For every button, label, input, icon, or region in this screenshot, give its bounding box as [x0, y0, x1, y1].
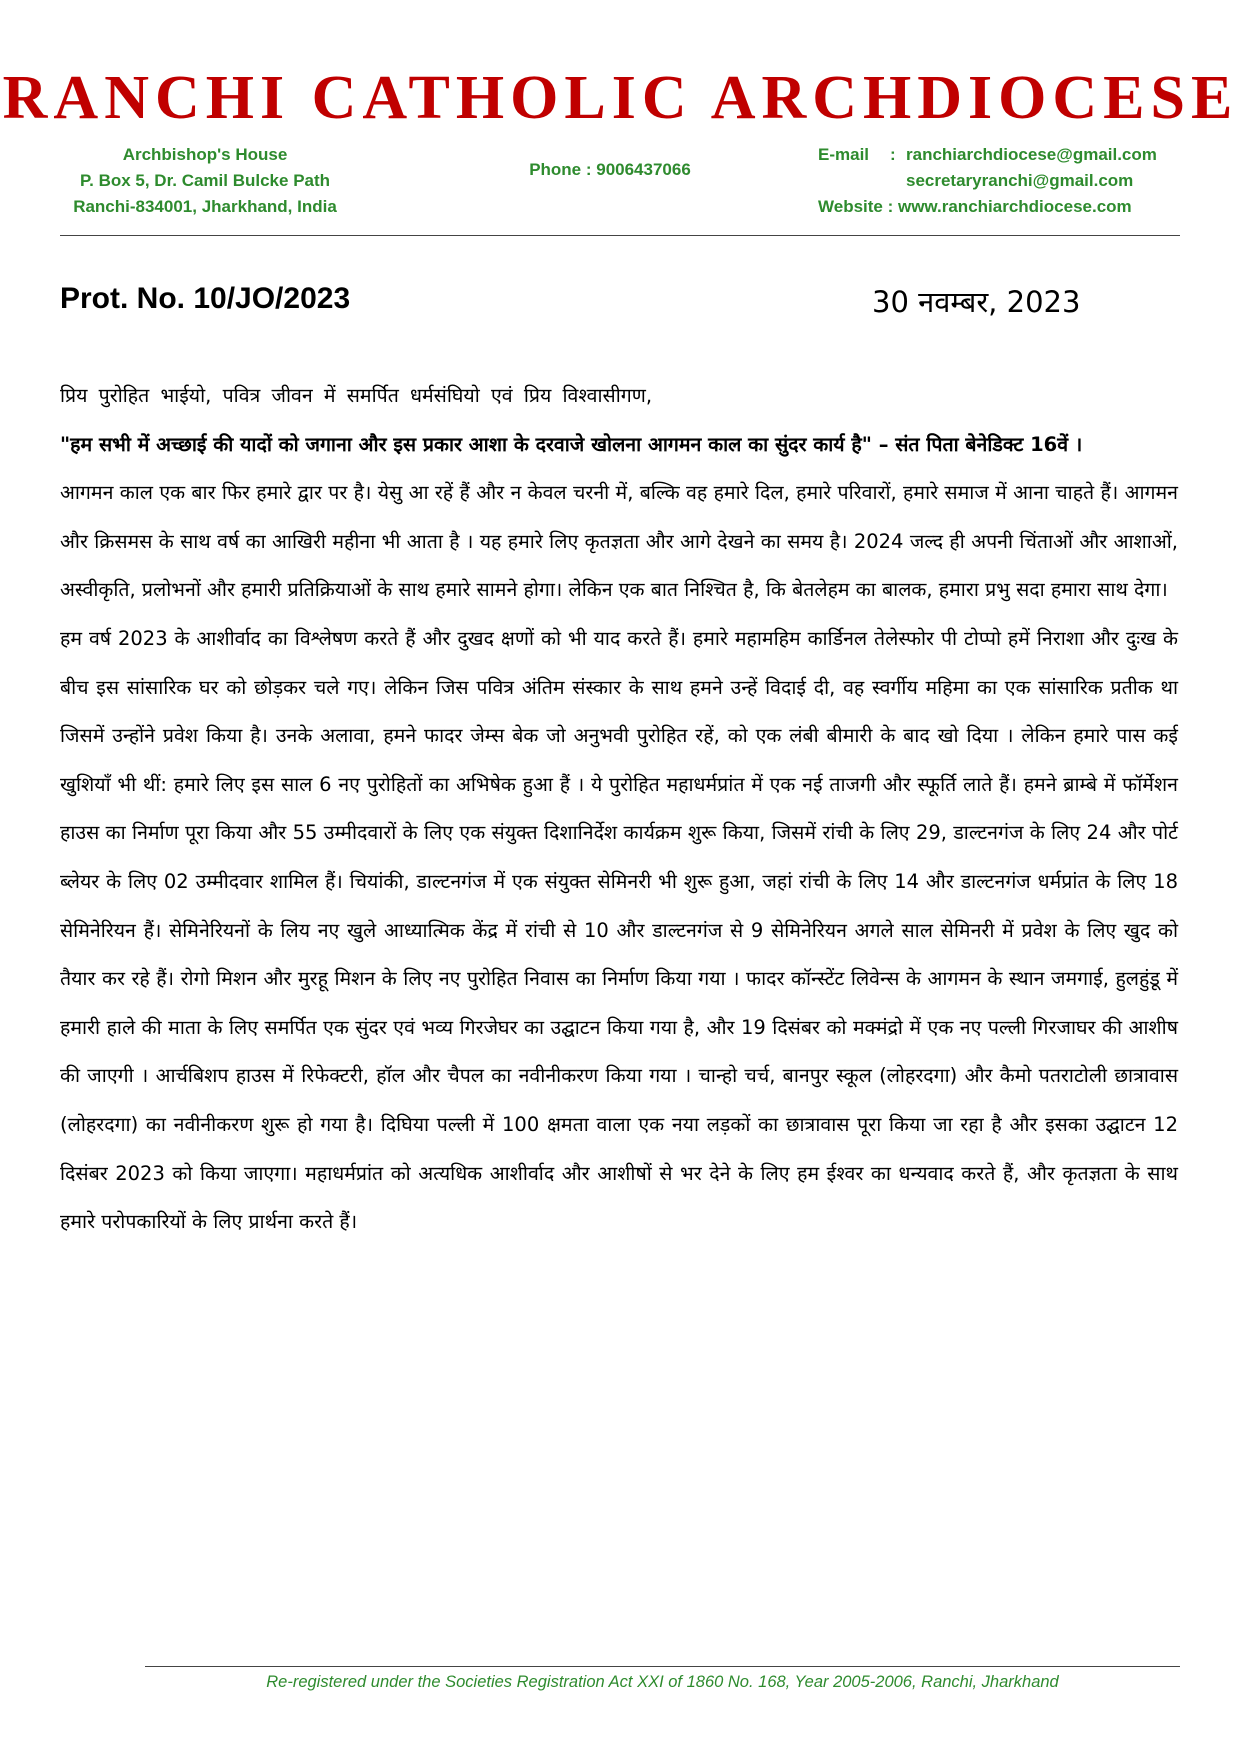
email-row-secondary [818, 168, 1178, 194]
paragraph: आगमन काल एक बार फिर हमारे द्वार पर है। येसु आ रहें हैं और न केवल चरनी में, बल्कि वह हमारे दिल, हमारे परिवारों, हमारे समाज में आना चाहते हैं। आगमन और क्रिसमस के साथ वर्ष का आखिरी महीना भी आता है । यह हमारे लिए कृतज्ञता और आगे देखने का समय है। 2024 जल्द ही अपनी चिंताओं और आशाओं, अस्वीकृति, प्रलोभनों और हमारी प्रतिक्रियाओं के साथ हमारे सामने होगा। लेकिन एक बात निश्चित है, कि बेतलेहम का बालक, हमारा प्रभु सदा हमारा साथ देगा। [60, 481, 1178, 602]
salutation: प्रिय पुरोहित भाईयो, पवित्र जीवन में समर्पित धर्मसंघियो एवं प्रिय विश्वासीगण, [60, 384, 653, 407]
email-separator-spacer [890, 168, 906, 194]
letter-date: 30 नवम्बर, 2023 [872, 285, 1081, 319]
header-divider [60, 235, 1180, 236]
email-separator: : [890, 145, 896, 164]
email-label: E-mail [818, 145, 870, 164]
address-line: Archbishop's House [122, 145, 288, 164]
protocol-number: Prot. No. 10/JO/2023 [60, 282, 351, 315]
address-line: P. Box 5, Dr. Camil Bulcke Path [79, 171, 331, 190]
email-secondary[interactable]: secretaryranchi@gmail.com [906, 171, 1134, 190]
email-row [818, 142, 1178, 168]
website-row [818, 194, 1178, 220]
footer-divider [145, 1666, 1180, 1667]
letter-body [60, 372, 1178, 1247]
opening-quote: "हम सभी में अच्छाई की यादों को जगाना और इस प्रकार आशा के दरवाजे खोलना आगमन काल का सुंदर कार्य है" – संत पिता बेनेडिक्ट 16वें । [60, 432, 1083, 456]
email-label-spacer [818, 168, 890, 194]
email-primary[interactable]: ranchiarchdiocese@gmail.com [906, 145, 1157, 164]
registration-footer: Re-registered under the Societies Registration Act XXI of 1860 No. 168, Year 2005-2006, Ranchi, Jharkhand [266, 1673, 1059, 1691]
paragraph: हम वर्ष 2023 के आशीर्वाद का विश्लेषण करते हैं और दुखद क्षणों को भी याद करते हैं। हमारे महामहिम कार्डिनल तेलेस्फोर पी टोप्पो हमें निराशा और दुःख के बीच इस सांसारिक घर को छोड़कर चले गए। लेकिन जिस पवित्र अंतिम संस्कार के साथ हमने उन्हें विदाई दी, वह स्वर्गीय महिमा का एक सांसारिक प्रतीक था जिसमें उन्होंने प्रवेश किया है। उनके अलावा, हमने फादर जेम्स बेक जो अनुभवी पुरोहित रहें, को एक लंबी बीमारी के बाद खो दिया । लेकिन हमारे पास कई खुशियाँ भी थीं: हमारे लिए इस साल 6 नए पुरोहितों का अभिषेक हुआ हैं । ये पुरोहित महाधर्मप्रांत में एक नई ताजगी और स्फूर्ति लाते हैं। हमने ब्राम्बे में फॉर्मेशन हाउस का निर्माण पूरा किया और 55 उम्मीदवारों के लिए एक संयुक्त दिशानिर्देश कार्यक्रम शुरू किया, जिसमें रांची के लिए 29, डाल्टनगंज के लिए 24 और पोर्ट ब्लेयर के लिए 02 उम्मीदवार शामिल हैं। चियांकी, डाल्टनगंज में एक संयुक्त सेमिनरी भी शुरू हुआ, जहां रांची के लिए 14 और डाल्टनगंज धर्मप्रांत के लिए 18 सेमिनेरियन हैं। सेमिनेरियनों के लिय नए खुले आध्यात्मिक केंद्र में रांची से 10 और डाल्टनगंज से 9 सेमिनेरियन अगले साल सेमिनरी में प्रवेश के लिए खुद को तैयार कर रहे हैं। रोगो मिशन और मुरहू मिशन के लिए नए पुरोहित निवास का निर्माण किया गया । फादर कॉन्स्टेंट लिवेन्स के आगमन के स्थान जमगाई, हुलहुंडू में हमारी हाले की माता के लिए समर्पित एक सुंदर एवं भव्य गिरजेघर का उद्घाटन किया गया है, और 19 दिसंबर को मक्मंद्रो में एक नए पल्ली गिरजाघर की आशीष की जाएगी । आर्चबिशप हाउस में रिफेक्टरी, हॉल और चैपल का नवीनीकरण किया गया । चान्हो चर्च, बानपुर स्कूल (लोहरदगा) और कैमो पतराटोली छात्रावास (लोहरदगा) का नवीनीकरण शुरू हो गया है। दिघिया पल्ली में 100 क्षमता वाला एक नया लड़कों का छात्रावास पूरा किया जा रहा है और इसका उद्घाटन 12 दिसंबर 2023 को किया जाएगा। महाधर्मप्रांत को अत्यधिक आशीर्वाद और आशीषों से भर देने के लिए हम ईश्वर का धन्यवाद करते हैं, और कृतज्ञता के साथ हमारे परोपकारियों के लिए प्रार्थना करते हैं। [60, 626, 1179, 1234]
contact-block [818, 142, 1178, 220]
phone-number: Phone : 9006437066 [529, 160, 691, 179]
website-link[interactable]: Website : www.ranchiarchdiocese.com [818, 197, 1132, 216]
address-block [50, 142, 360, 220]
letterhead-title: RANCHI CATHOLIC ARCHDIOCESE [2, 64, 1239, 132]
address-line: Ranchi-834001, Jharkhand, India [73, 197, 337, 216]
